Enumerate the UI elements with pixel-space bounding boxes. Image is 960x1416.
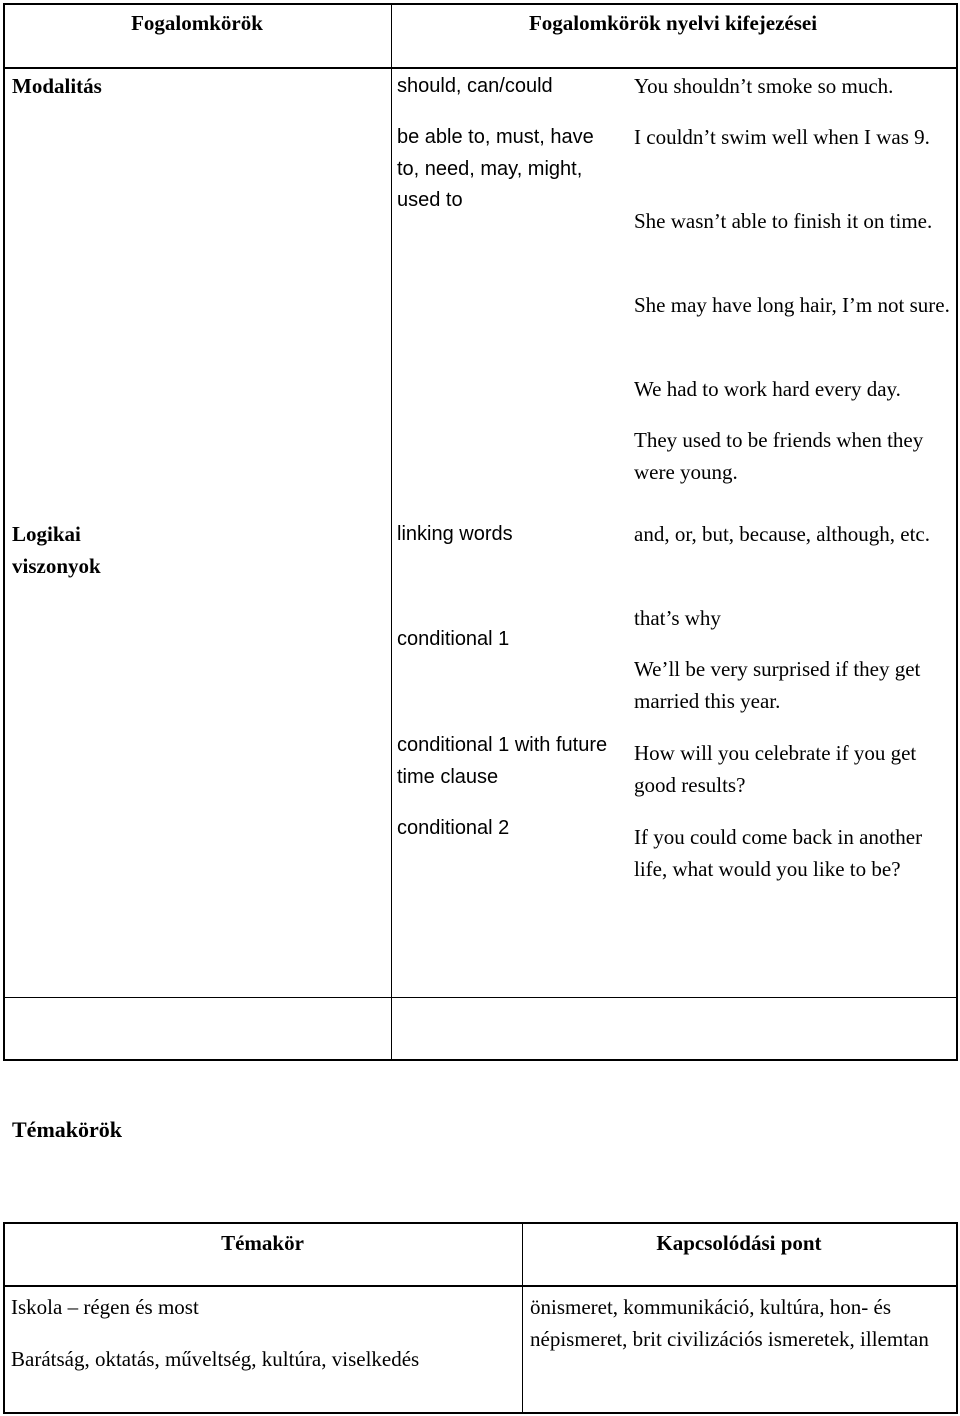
header-concepts: Fogalomkörök	[131, 11, 263, 35]
example-sentence: and, or, but, because, although, etc.	[634, 522, 930, 546]
category-logical-relations: Logikai viszonyok	[12, 522, 101, 578]
header-connection: Kapcsolódási pont	[656, 1231, 822, 1255]
topic-item: Barátság, oktatás, műveltség, kultúra, viselkedés	[11, 1347, 420, 1371]
example-sentence: We had to work hard every day.	[634, 377, 901, 401]
example-sentence: How will you celebrate if you get good results?	[634, 741, 917, 797]
example-sentence: I couldn’t swim well when I was 9.	[634, 125, 930, 149]
footer-row-divider	[5, 997, 956, 998]
form-item: be able to, must, have to, need, may, might, used to	[397, 126, 594, 211]
form-item: conditional 2	[397, 817, 510, 839]
example-sentence: If you could come back in another life, what would you like to be?	[634, 825, 923, 881]
form-item: should, can/could	[397, 75, 553, 97]
header-divider	[5, 1285, 956, 1287]
category-modality: Modalitás	[12, 74, 102, 98]
header-topic: Témakör	[221, 1231, 304, 1255]
header-expressions: Fogalomkörök nyelvi kifejezései	[528, 11, 818, 35]
form-item: linking words	[397, 523, 513, 545]
example-sentence: They used to be friends when they were young.	[634, 428, 924, 484]
section-title: Témakörök	[12, 1117, 122, 1142]
example-sentence: She wasn’t able to finish it on time.	[634, 209, 933, 233]
column-divider	[391, 5, 392, 1059]
topic-item: Iskola – régen és most	[11, 1295, 199, 1319]
example-sentence: You shouldn’t smoke so much.	[634, 74, 894, 98]
header-divider	[5, 67, 956, 69]
form-item: conditional 1 with future time clause	[397, 734, 608, 788]
form-item: conditional 1	[397, 628, 510, 650]
example-sentence: She may have long hair, I’m not sure.	[634, 293, 950, 317]
example-sentence: that’s why	[634, 606, 721, 630]
example-sentence: We’ll be very surprised if they get married this year.	[634, 657, 921, 713]
connection-text: önismeret, kommunikáció, kultúra, hon- és népismeret, brit civilizációs ismeretek, illemtan	[530, 1295, 929, 1351]
